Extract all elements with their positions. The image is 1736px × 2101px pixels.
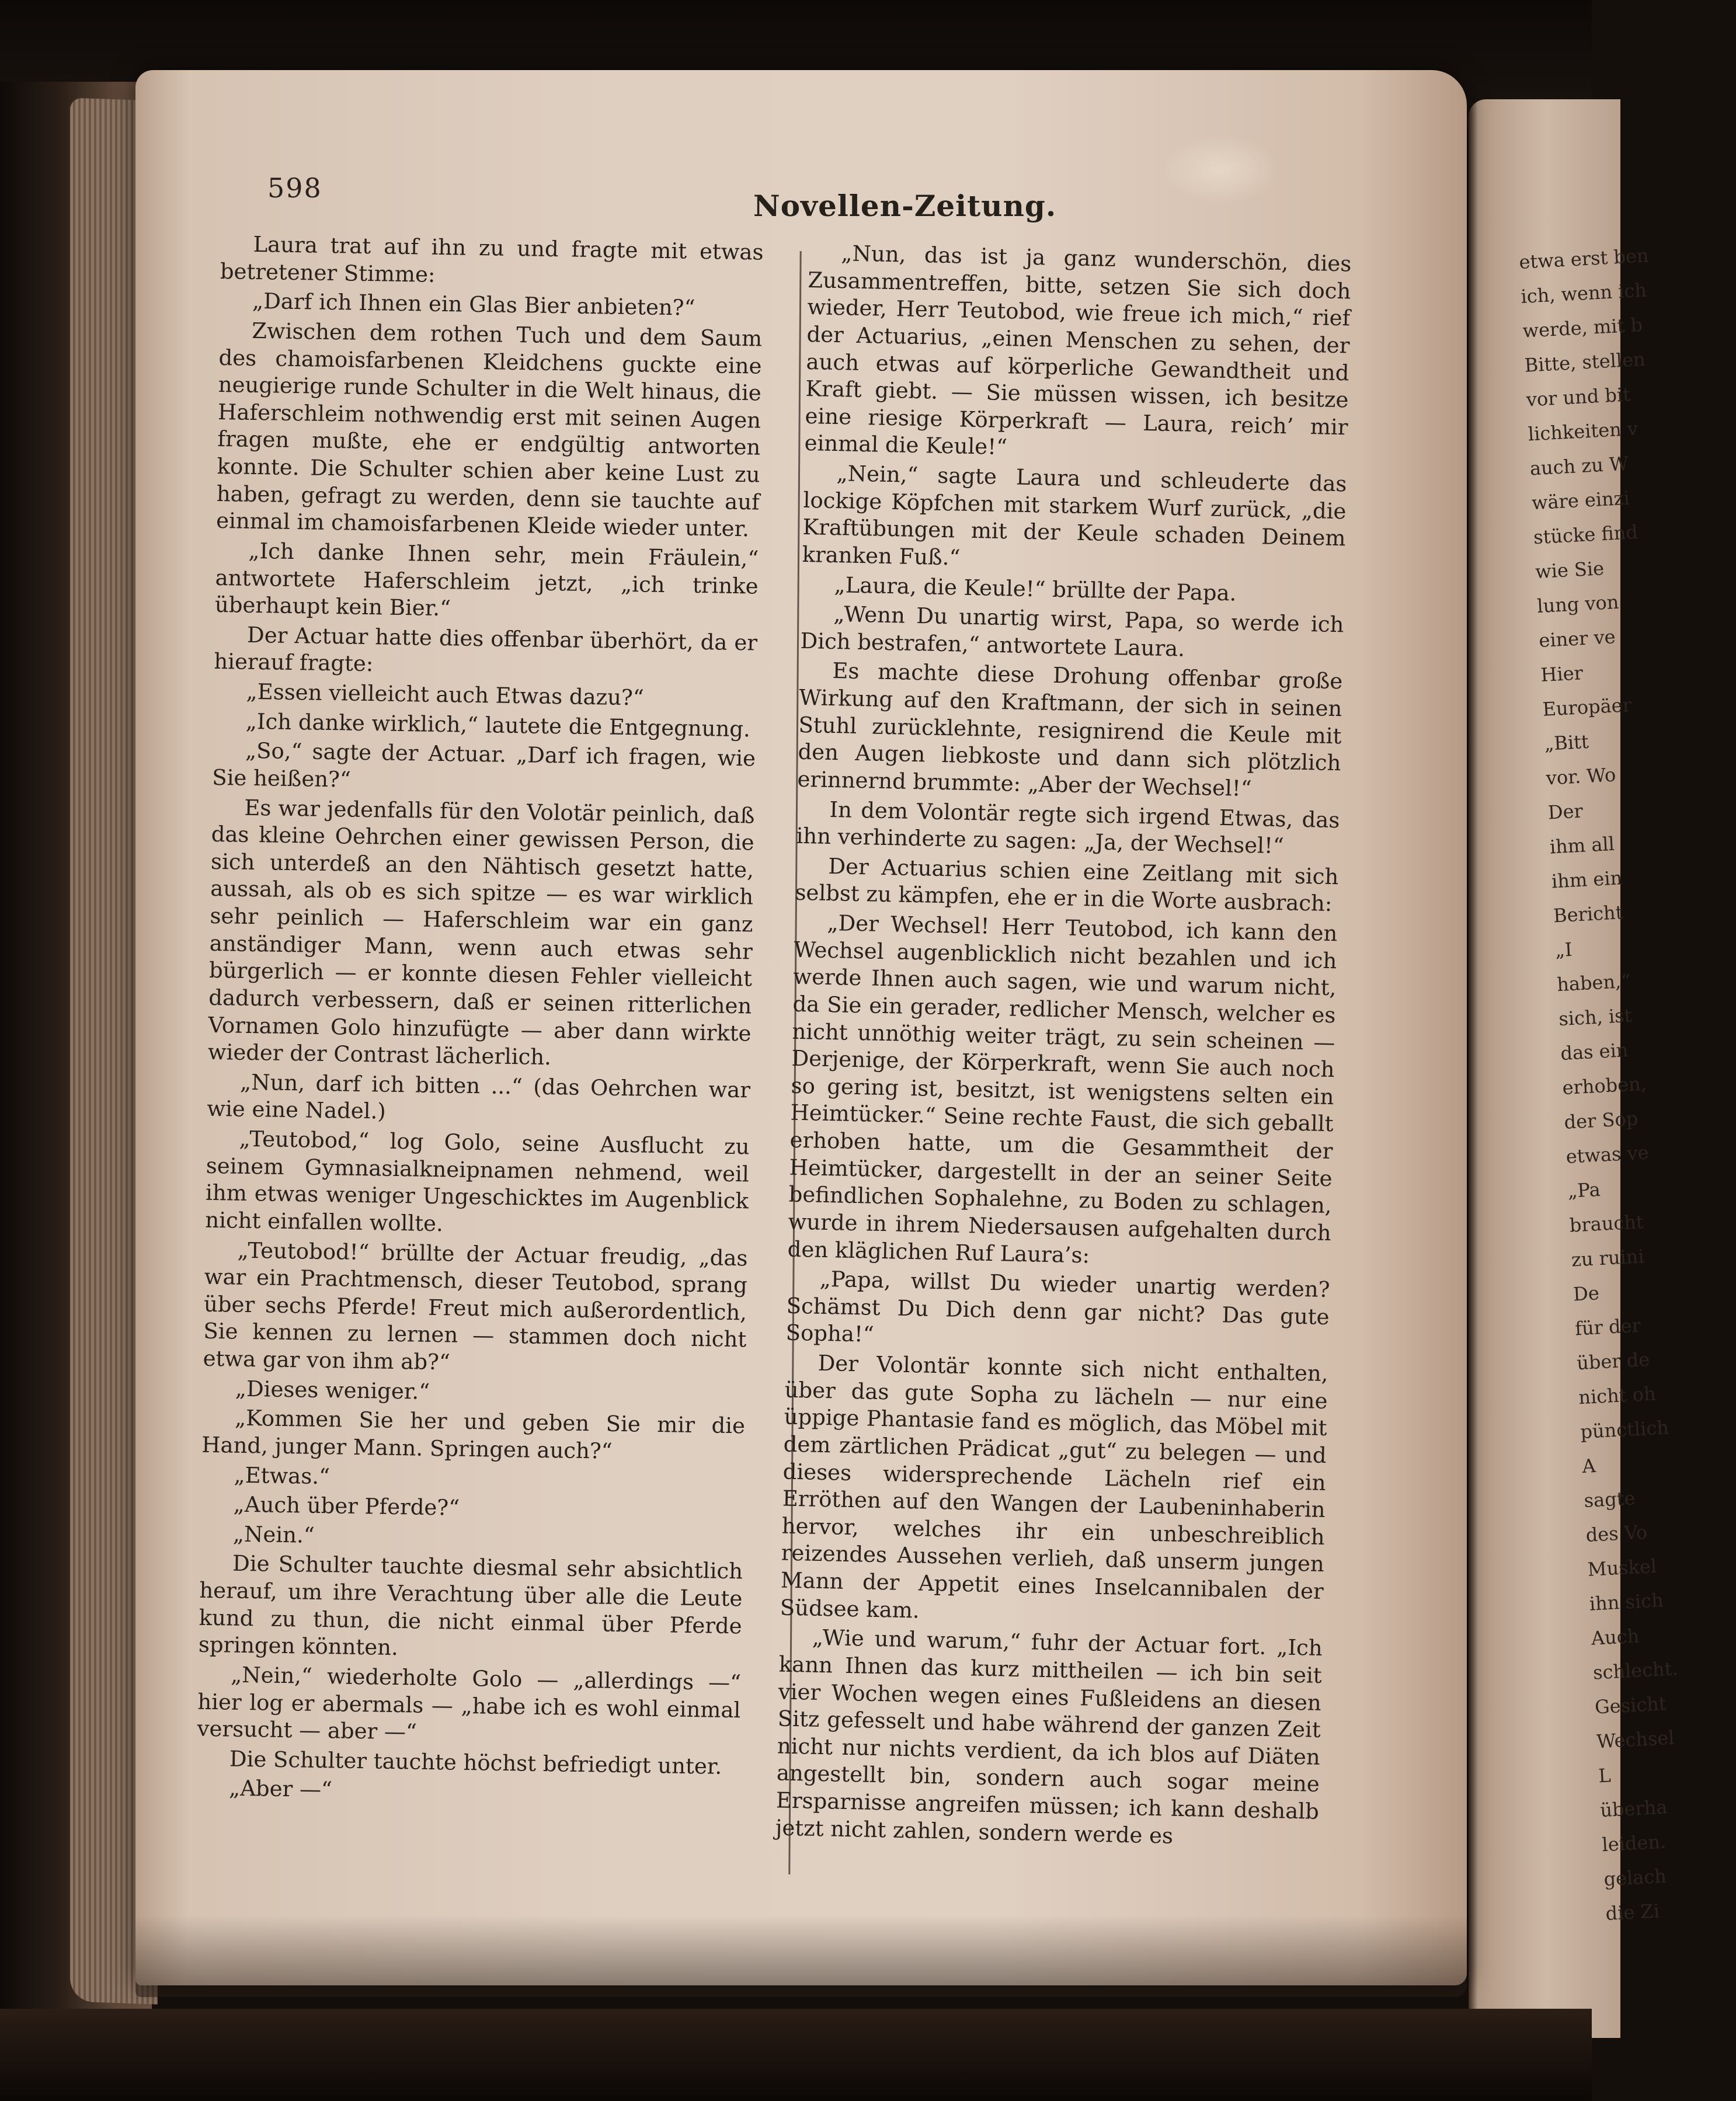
facing-page-line: auch zu W	[1529, 452, 1629, 480]
paragraph: „So,“ sagte der Actuar. „Darf ich fragen, wie Sie heißen?“	[211, 738, 756, 792]
paragraph: „Nun, das ist ja ganz wunderschön, dies Zusammentreffen, bitte, setzen Sie sich doch wieder, Herr Teutobod, wie freue ich mich,“ rief der Actuarius, „einen Menschen zu sehen, der auch etwas auf körperliche Gewandtheit und Kraft giebt. — Sie müssen wissen, ich besitze eine riesige Körperkraft — Laura, reich’ mir einmal die Keule!“	[804, 241, 1352, 460]
background-bottom	[0, 2009, 1592, 2101]
facing-page-line: „Bitt	[1543, 730, 1589, 755]
facing-page-line: etwas ve	[1565, 1141, 1650, 1168]
facing-page-line: De	[1573, 1282, 1600, 1306]
facing-page-line: für der	[1574, 1314, 1641, 1340]
facing-page-line: Bericht	[1553, 901, 1624, 927]
facing-page-line: lichkeiten v	[1527, 417, 1638, 446]
facing-page-line: „I	[1554, 938, 1573, 962]
running-title: Novellen-Zeitung.	[753, 189, 1057, 223]
facing-page-line: die Zi	[1605, 1900, 1660, 1925]
facing-page-line: zu ruini	[1571, 1245, 1645, 1271]
facing-page-line: ihm ein	[1551, 867, 1623, 893]
facing-page-line: etwa erst ben	[1518, 244, 1650, 273]
facing-page-line: Muskel	[1587, 1554, 1658, 1581]
facing-page-line: einer ve	[1538, 625, 1616, 652]
facing-page-line: ihm all	[1549, 832, 1615, 858]
left-column	[196, 231, 764, 1813]
facing-page-line: Auch	[1591, 1625, 1640, 1650]
page-header	[0, 172, 1592, 231]
facing-page-line: vor und bit	[1525, 383, 1631, 411]
facing-page-line: L	[1598, 1764, 1612, 1787]
facing-page-line: Gesicht	[1594, 1692, 1667, 1719]
paragraph: „Teutobod,“ log Golo, seine Ausflucht zu seinem Gymnasialkneipnamen nehmend, weil ihm etwas weniger Ungeschicktes im Augenblick nicht einfallen wollte.	[205, 1126, 750, 1237]
facing-page-line: leiden.	[1601, 1830, 1667, 1856]
paragraph: Der Actuarius schien eine Zeitlang mit sich selbst zu kämpfen, ehe er in die Worte ausbrach:	[795, 853, 1339, 917]
facing-page-line: schlecht.	[1592, 1657, 1679, 1684]
facing-page-line: pünctlich	[1580, 1416, 1669, 1443]
facing-page-line: werde, mit b	[1522, 314, 1643, 342]
right-column	[775, 239, 1351, 1855]
paragraph: „Ich danke Ihnen sehr, mein Fräulein,“ antwortete Haferschleim jetzt, „ich trinke überhaupt kein Bier.“	[214, 538, 759, 621]
facing-page-line: das ein	[1560, 1039, 1629, 1065]
paragraph: Laura trat auf ihn zu und fragte mit etwas betretener Stimme:	[220, 231, 764, 287]
facing-page-line: A	[1581, 1454, 1596, 1478]
facing-page-line: der Sop	[1563, 1107, 1639, 1133]
facing-page-line: ihn sich	[1588, 1589, 1664, 1615]
paragraph: „Kommen Sie her und geben Sie mir die Hand, junger Mann. Springen auch?“	[201, 1405, 746, 1464]
paragraph: „Wenn Du unartig wirst, Papa, so werde ich Dich bestrafen,“ antwortete Laura.	[800, 601, 1344, 662]
paragraph: „Essen vielleicht auch Etwas dazu?“	[246, 679, 645, 711]
paragraph: Es machte diese Drohung offenbar große Wirkung auf den Kraftmann, der sich in seinen Stuhl zurücklehnte, resignirend die Keule mit den Augen liebkoste und dann sich plötzlich erinnernd brummte: „Aber der Wechsel!“	[797, 658, 1343, 801]
paragraph: „Darf ich Ihnen ein Glas Bier anbieten?“	[252, 288, 695, 321]
facing-page-line: Europäer	[1542, 693, 1632, 721]
paragraph: „Papa, willst Du wieder unartig werden? Schämst Du Dich denn gar nicht? Das gute Sopha!“	[785, 1266, 1330, 1348]
facing-page-line: Wechsel	[1596, 1726, 1675, 1753]
paragraph: „Der Wechsel! Herr Teutobod, ich kann den Wechsel augenblicklich nicht bezahlen und ich werde Ihnen auch sagen, wie und warum nicht, da Sie ein gerader, redlicher Mensch, welcher es nicht unnöthig weiter trägt, zu sein scheinen — Derjenige, der Körperkraft, wenn Sie auch noch so gering ist, besitzt, ist wenigstens selten ein Heimtücker.“ Seine rechte Faust, die sich geballt erhoben hatte, um die Gesammtheit der Heimtücker, dargestellt in der an seiner Seite befindlichen Sophalehne, zu Boden zu schlagen, wurde in ihrem Niedersausen aufgehalten durch den kläglichen Ruf Laura’s:	[787, 910, 1338, 1268]
paragraph: „Nein.“	[232, 1521, 315, 1548]
paragraph: Zwischen dem rothen Tuch und dem Saum des chamoisfarbenen Kleidchens guckte eine neugierige runde Schulter in die Welt hinaus, die Haferschleim nothwendig erst mit seinen Augen fragen mußte, ehe er endgültig antworten konnte. Die Schulter schien aber keine Lust zu haben, gefragt zu werden, denn sie tauchte auf einmal im chamoisfarbenen Kleide wieder unter.	[215, 318, 763, 542]
paragraph: „Wie und warum,“ fuhr der Actuar fort. „Ich kann Ihnen das kurz mittheilen — ich bin seit vier Wochen wegen eines Fußleidens an diesen Sitz gefesselt und habe während der ganzen Zeit nicht nur nichts verdient, da ich blos auf Diäten angestellt bin, sondern auch sogar meine Ersparnisse angreifen müssen; ich kann deshalb jetzt nicht zahlen, sondern werde es	[775, 1625, 1323, 1849]
page-bottom-shadow	[135, 1915, 1467, 1997]
facing-page-line: Hier	[1540, 662, 1584, 686]
facing-page-line: haben,“	[1556, 969, 1631, 996]
paragraph: „Nun, darf ich bitten ...“ (das Oehrchen war wie eine Nadel.)	[207, 1069, 751, 1125]
paragraph: „Auch über Pferde?“	[233, 1491, 460, 1521]
facing-page-line: gelach	[1603, 1865, 1667, 1891]
facing-page-line: des Vo	[1585, 1521, 1648, 1546]
paragraph: „Nein,“ sagte Laura und schleuderte das lockige Köpfchen mit starkem Wurf zurück, „die Kraftübungen mit der Keule schaden Deinem kranken Fuß.“	[802, 461, 1347, 571]
page-number: 598	[267, 172, 322, 204]
paragraph: „Teutobod!“ brüllte der Actuar freudig, „das war ein Prachtmensch, dieser Teutobod, sprang über sechs Pferde! Freut mich außerordentlich, Sie kennen zu lernen — stammen doch nicht etwa gar von ihm ab?“	[203, 1237, 748, 1375]
paragraph: „Aber —“	[228, 1775, 333, 1803]
facing-page-line: sich, ist	[1558, 1004, 1633, 1031]
facing-page-line: ich, wenn ich	[1520, 279, 1647, 308]
paragraph: Die Schulter tauchte diesmal sehr absichtlich herauf, um ihre Verachtung über alle die Leute kund zu thun, die nicht einmal über Pferde springen könnten.	[198, 1550, 743, 1661]
facing-page-line: wie Sie	[1535, 557, 1605, 583]
facing-page-line: überha	[1599, 1796, 1668, 1822]
facing-page-line: Der	[1547, 799, 1584, 824]
facing-page-line: über de	[1576, 1348, 1651, 1375]
facing-page-line: erhoben,	[1561, 1072, 1647, 1099]
paragraph: Der Volontär konnte sich nicht enthalten, über das gute Sopha zu lächeln — nur eine üppige Phantasie fand es möglich, das Möbel mit dem zärtlichen Prädicat „gut“ zu belegen — und dieses widersprechende Lächeln rief ein Erröthen auf den Wangen der Laubeninhaberin hervor, welches ihr ein unbeschreiblich reizendes Aussehen verlieh, daß unserm jungen Mann der Appetit eines Inselcannibalen der Südsee kam.	[780, 1350, 1328, 1623]
facing-page-line: sagte	[1583, 1487, 1636, 1512]
facing-page-line: wäre einzi	[1531, 486, 1630, 514]
facing-page-line: stücke find	[1533, 520, 1638, 549]
paragraph: „Nein,“ wiederholte Golo — „allerdings —“ hier log er abermals — „habe ich es wohl einmal versucht — aber —“	[197, 1662, 742, 1745]
paragraph: „Dieses weniger.“	[235, 1376, 430, 1404]
paragraph: „Ich danke wirklich,“ lautete die Entgegnung.	[245, 708, 751, 742]
facing-page-line: „Pa	[1567, 1178, 1601, 1202]
paragraph: Der Actuar hatte dies offenbar überhört, da er hierauf fragte:	[214, 622, 758, 677]
paragraph: „Etwas.“	[234, 1462, 330, 1489]
paragraph: Es war jedenfalls für den Volotär peinlich, daß das kleine Oehrchen einer gewissen Person, die sich unterdeß an den Nähtisch gesetzt hatte, aussah, als ob es sich spitze — es war wirklich sehr peinlich — Haferschleim war ein ganz anständiger Mann, wenn auch etwas sehr bürgerlich — er konnte diesen Fehler vielleicht dadurch verbessern, daß er seinen ritterlichen Vornamen Golo hinzufügte — aber dann wirkte wieder der Contrast lächerlich.	[207, 795, 755, 1070]
facing-page-line: Bitte, stellen	[1523, 347, 1646, 377]
facing-page-line: nicht oh	[1578, 1382, 1657, 1409]
paragraph: Die Schulter tauchte höchst befriedigt unter.	[229, 1746, 722, 1779]
facing-page-line: vor. Wo	[1545, 763, 1617, 789]
facing-page-line: braucht	[1568, 1210, 1644, 1237]
paragraph: In dem Volontär regte sich irgend Etwas, das ihn verhinderte zu sagen: „Ja, der Wechsel!“	[796, 796, 1340, 859]
paragraph: „Laura, die Keule!“ brüllte der Papa.	[834, 572, 1237, 606]
facing-page-line: lung von	[1536, 590, 1620, 618]
